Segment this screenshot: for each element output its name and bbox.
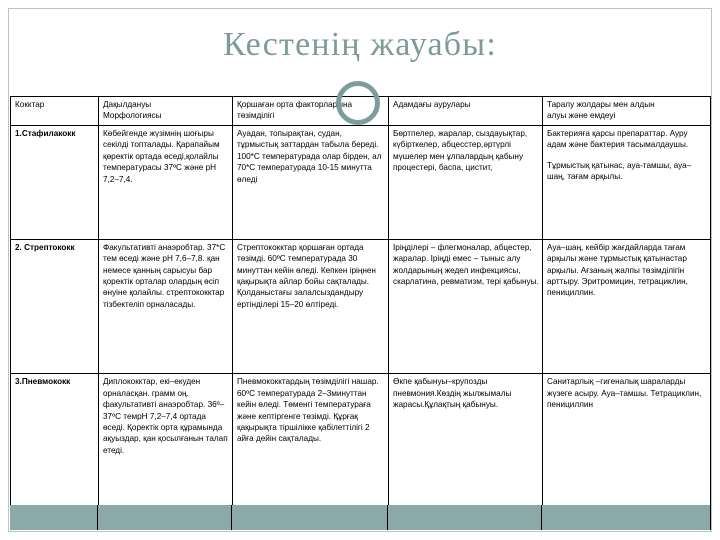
answer-table <box>10 96 711 530</box>
table-header-cultivation <box>99 97 233 126</box>
header-line-2: алуы және емдеуі <box>547 111 616 121</box>
accent-band-segment <box>98 505 232 530</box>
page-title: Кестенің жауабы: <box>223 26 497 63</box>
row-morphology-streptococcus: Факультативті анаэробтар. 37*С тем өседі және pH 7,6–7,8. қан немесе қанның сарысуы бар қоректік орталар олардың өсіп өнуіне қолайлы. стрептококктар тізбектеліп орналасады. <box>99 239 233 374</box>
table-header-cocci: Кокктар <box>11 97 99 126</box>
header-line-1: Дақылдануы <box>103 100 152 109</box>
row-name-streptococcus: 2. Стрептококк <box>11 239 99 374</box>
row-resistance-pneumococcus: Пневмококктардың төзімділігі нашар. 60ºC температурада 2–3минуттан кейін өледі. Төменгі температураға және кептіргенге төзімді. Құрғақ қақырықта тіршілікке қабілеттілігі 2 айға дейін сақталады. <box>233 374 389 530</box>
header-line-1: Қоршаған орта факторларына <box>237 100 353 109</box>
table-header-transmission <box>543 97 711 126</box>
accent-band-segment <box>388 505 542 530</box>
header-line-1: Таралу жолдары мен алдын <box>547 100 655 109</box>
row-resistance-staphylococcus: Ауадан, топырақтан, судан, тұрмыстық заттардан табыла береді. 100*С температурада олар бірден, ал 70*С температурада 10-15 минутта өледі <box>233 126 389 240</box>
table-header-diseases: Адамдағы аурулары <box>389 97 543 126</box>
table-row <box>11 126 711 240</box>
accent-band-segment <box>10 505 98 530</box>
row-diseases-staphylococcus: Бөртпелер, жаралар, сыздауықтар, күбірткелер, абцесстер,әртүрлі мүшелер мен ұлпалардың қабыну процестері, баспа, цистит, <box>389 126 543 240</box>
header-line-2: Морфологиясы <box>103 111 162 121</box>
answer-table-wrapper <box>10 96 710 530</box>
row-transmission-streptococcus: Ауа–шаң, кейбір жағдайларда тағам арқылы және тұрмыстық қатынастар арқылы. Ағзаның жалпы төзімділігін арттыру. Эритромицин, тетрациклин, пенициллин. <box>543 239 711 374</box>
row-name-pneumococcus: 3.Пневмококк <box>11 374 99 530</box>
decorative-ring-icon <box>336 81 380 125</box>
header-line-2: төзімділігі <box>237 111 275 121</box>
row-resistance-streptococcus: Стрептококктар қоршаған ортада төзімді. 60ºC температурада 30 минуттан кейін өледі. Кепкен іріңнен қақырықта айлар бойы сақталады. Қолданыстағы залалсыздандыру ертінділері 15–20 өлтіреді. <box>233 239 389 374</box>
row-transmission-pneumococcus: Санитарлық –гигеналық шараларды жүзеге асыру. Ауа–тамшы. Тетрациклин, пенициллин <box>543 374 711 530</box>
row-name-staphylococcus: 1.Стафилакокк <box>11 126 99 240</box>
row-diseases-streptococcus: Іріңділері – флегмоналар, абцестер, жаралар. Іріңді емес – тыныс алу жолдарының жедел инфекциясы, скарлатина, ревматизм, тері қабынуы. <box>389 239 543 374</box>
row-diseases-pneumococcus: Өкпе қабынуы–крупозды пневмония.Көздің жылжымалы жарасы.Құлақтың қабынуы. <box>389 374 543 530</box>
row-morphology-pneumococcus: Диплококктар, екі–екуден орналасқан. грамм оң. факультативті анаэробтар. 36º–37ºC темрН 7,2–7,4 ортада өседі. Қоректік орта құрамында ақуыздар, қан қосылғанын талап етеді. <box>99 374 233 530</box>
table-row <box>11 239 711 374</box>
row-morphology-staphylococcus: Көбейгенде жүзімнің шоғыры секілді топталады. Қарапайым қөректік ортада өседі,қолайлы температурасы 37ºC және рН 7,2–7,4. <box>99 126 233 240</box>
accent-band <box>10 505 710 530</box>
row-transmission-staphylococcus <box>543 126 711 240</box>
accent-band-segment <box>542 505 710 530</box>
accent-band-segment <box>232 505 388 530</box>
transmission-paragraph-1: Бактерияға қарсы препараттар. Ауру адам және бактерия тасымалдаушы. <box>547 129 689 150</box>
transmission-paragraph-2: Тұрмыстық қатынас, ауа-тамшы, ауа–шаң, тағам арқылы. <box>547 160 692 182</box>
